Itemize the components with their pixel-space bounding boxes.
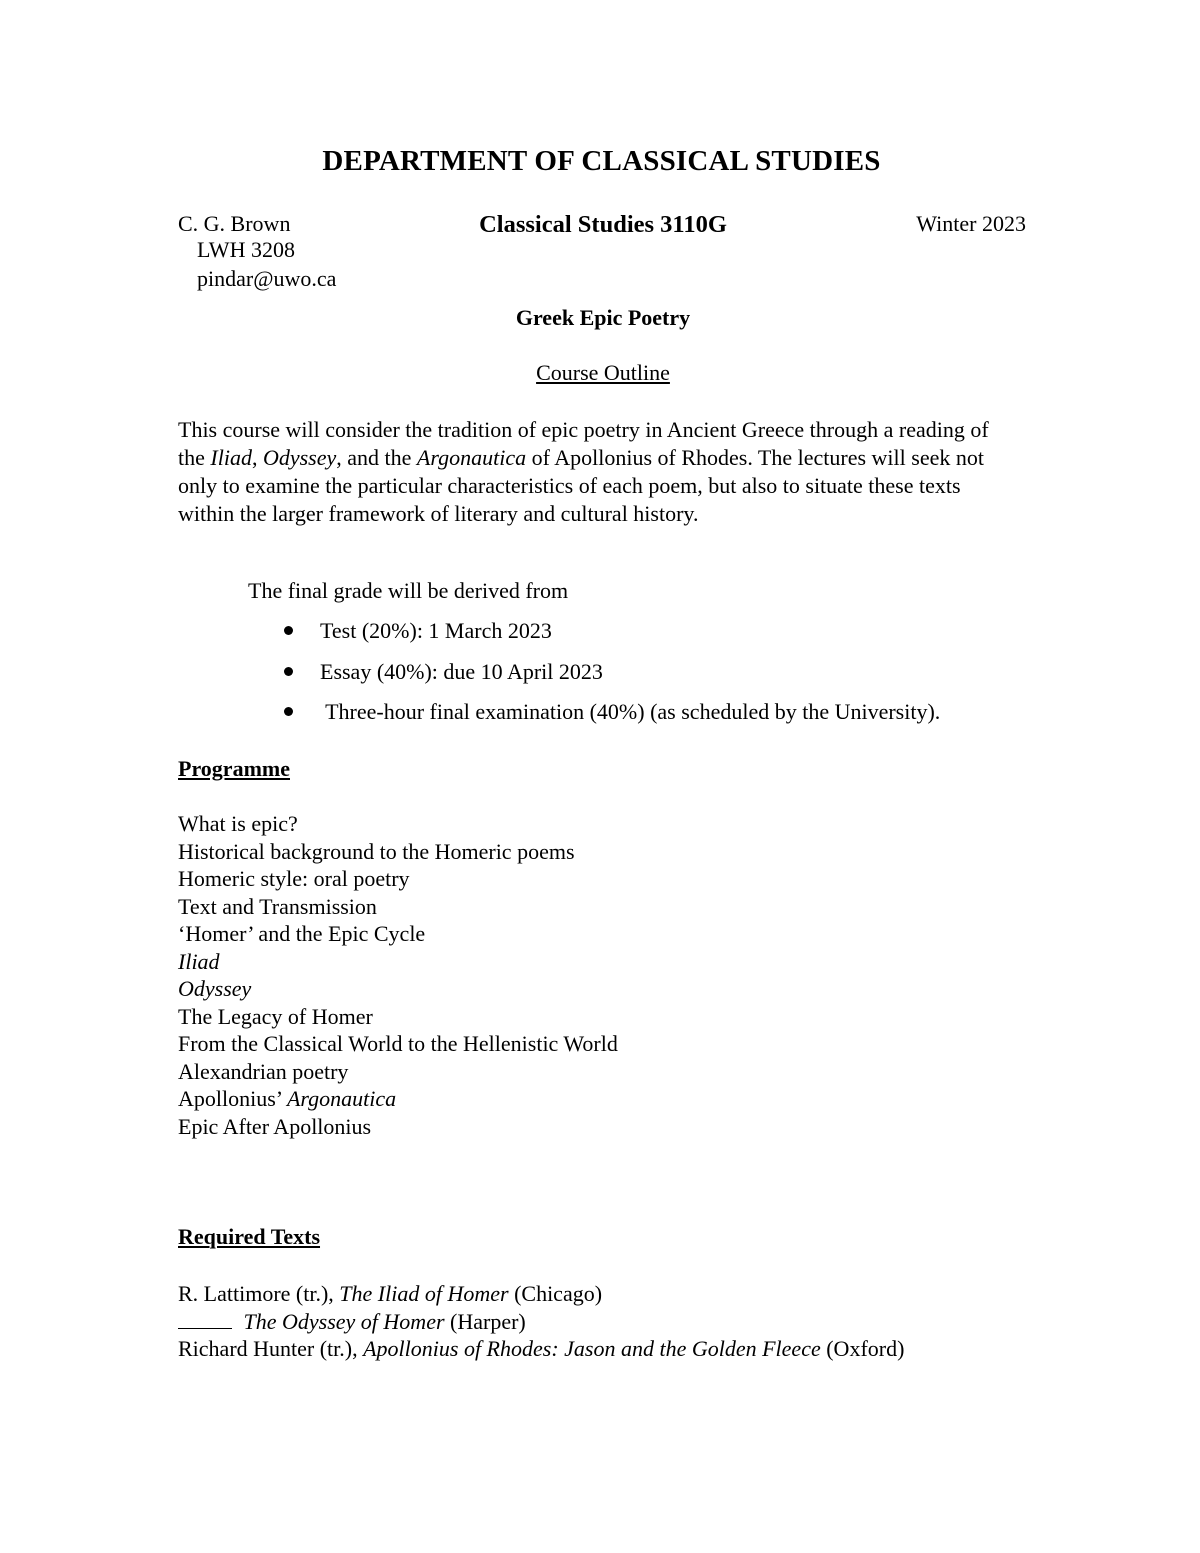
programme-list <box>178 810 618 1140</box>
bullet-icon <box>284 626 293 635</box>
text-author: Richard Hunter (tr.), <box>178 1336 364 1361</box>
text-publisher: (Harper) <box>444 1308 526 1334</box>
programme-item: Homeric style: oral poetry <box>178 866 410 891</box>
description-iliad: Iliad <box>210 445 252 470</box>
programme-item: The Legacy of Homer <box>178 1003 373 1029</box>
programme-item: What is epic? <box>178 811 298 836</box>
instructor-office: LWH 3208 <box>197 237 295 262</box>
programme-item: Iliad <box>178 948 220 974</box>
course-code: Classical Studies 3110G <box>479 211 727 238</box>
description-odyssey: Odyssey <box>262 445 337 470</box>
programme-item: Text and Transmission <box>178 893 377 919</box>
programme-item-title: Argonautica <box>286 1086 397 1111</box>
description-argonautica: Argonautica <box>416 445 527 470</box>
description-sep2: , and the <box>336 445 417 470</box>
programme-item: Odyssey <box>178 976 252 1001</box>
required-texts-list <box>178 1280 904 1363</box>
text-publisher: (Oxford) <box>820 1336 905 1361</box>
programme-item: Historical background to the Homeric poems <box>178 838 575 864</box>
course-title: Greek Epic Poetry <box>515 305 691 330</box>
department-title: DEPARTMENT OF CLASSICAL STUDIES <box>322 145 881 177</box>
programme-item-text: Apollonius’ <box>178 1086 287 1111</box>
grading-item-text: Test (20%): 1 March 2023 <box>320 618 552 643</box>
description-part1: This course will consider the tradition of epic poetry in Ancient Greece through a reading of the <box>178 417 989 470</box>
grading-intro: The final grade will be derived from <box>248 578 569 603</box>
required-texts-heading: Required Texts <box>178 1224 321 1249</box>
text-title: The Odyssey of Homer <box>238 1308 445 1334</box>
text-title: Apollonius of Rhodes: Jason and the Golden Fleece <box>363 1336 821 1361</box>
bullet-icon <box>284 667 293 676</box>
grading-item-text: Three-hour final examination (40%) (as scheduled by the University). <box>320 699 941 724</box>
instructor-email: pindar@uwo.ca <box>197 266 337 291</box>
programme-item: From the Classical World to the Hellenistic World <box>178 1031 618 1056</box>
required-text-item <box>178 1308 904 1336</box>
required-text-item <box>178 1335 904 1363</box>
programme-heading: Programme <box>178 756 290 781</box>
programme-item <box>178 1085 618 1113</box>
grading-item-text: Essay (40%): due 10 April 2023 <box>320 658 603 684</box>
instructor-name: C. G. Brown <box>178 211 291 236</box>
programme-item: Alexandrian poetry <box>178 1058 349 1084</box>
text-title: The Iliad of Homer <box>339 1281 509 1306</box>
bullet-icon <box>284 707 293 716</box>
course-description <box>178 416 1018 528</box>
programme-item: ‘Homer’ and the Epic Cycle <box>178 921 426 946</box>
ditto-line <box>178 1327 232 1329</box>
required-text-item <box>178 1280 904 1308</box>
description-part2: of Apollonius of Rhodes. The lectures will seek not only to examine the particular characteristics of each poem, but also to situate these texts within the larger framework of literary and cultural history. <box>178 445 984 526</box>
term: Winter 2023 <box>916 211 1026 236</box>
outline-label: Course Outline <box>536 360 670 385</box>
programme-item: Epic After Apollonius <box>178 1113 372 1139</box>
text-publisher: (Chicago) <box>508 1281 603 1306</box>
description-sep1: , <box>251 445 263 470</box>
text-author: R. Lattimore (tr.), <box>178 1281 340 1306</box>
